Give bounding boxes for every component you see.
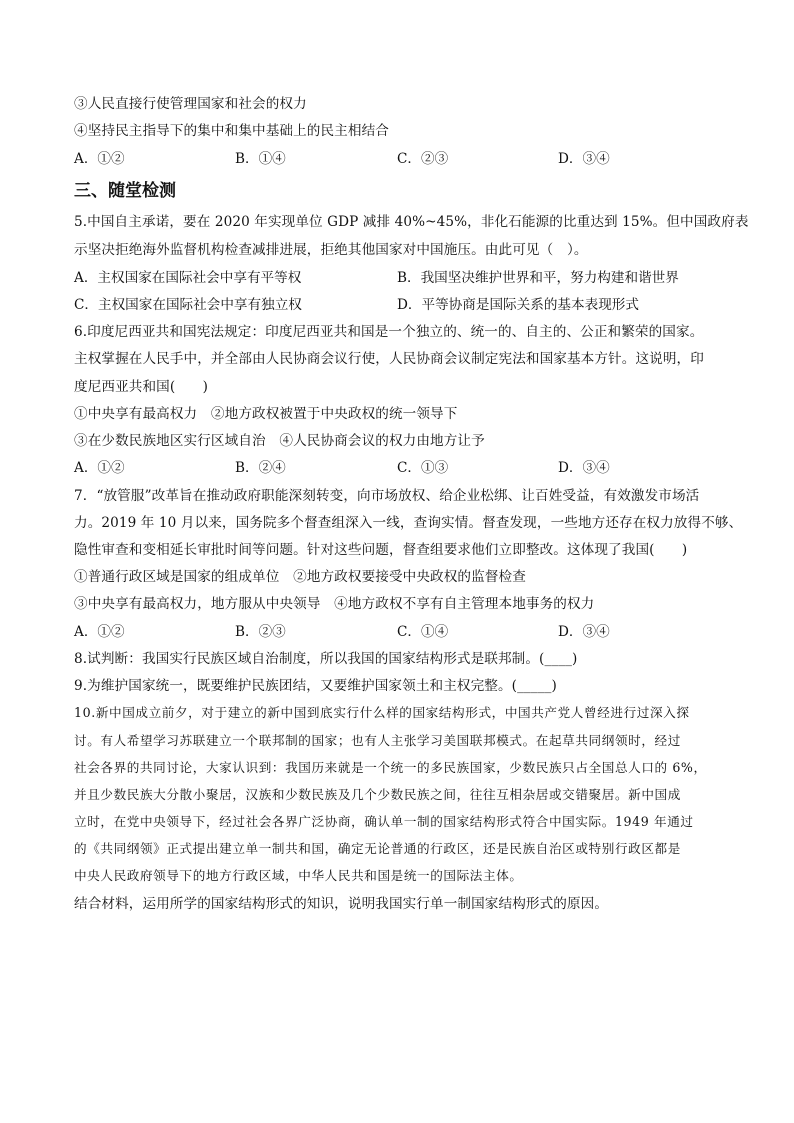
- question-10-material: 讨。有人希望学习苏联建立一个联邦制的国家；也有人主张学习美国联邦模式。在起草共同纲领时，经过: [74, 733, 681, 748]
- question-7-stem: 隐性审查和变相延长审批时间等问题。针对这些问题，督查组要求他们立即整改。这体现了我国( ): [74, 542, 688, 558]
- question-option-line: ④坚持民主指导下的集中和集中基础上的民主相结合: [74, 123, 389, 139]
- question-10-material: 立时，在党中央领导下，经过社会各界广泛协商，确认单一制的国家结构形式符合中国实际。1949 年通过: [74, 814, 694, 829]
- choice-a: A．①②: [74, 460, 125, 476]
- question-10-material: 的《共同纲领》正式提出建立单一制共和国，确定无论普通的行政区，还是民族自治区或特别行政区都是: [74, 841, 681, 856]
- choice-a: A．①②: [74, 624, 125, 640]
- choice-b: B．②④: [235, 460, 286, 476]
- question-10-material: 10.新中国成立前夕，对于建立的新中国到底实行什么样的国家结构形式，中国共产党人曾经进行过深入探: [74, 705, 690, 720]
- choice-b: B．①④: [235, 151, 286, 167]
- choice-b: B．我国坚决维护世界和平，努力构建和谐世界: [397, 270, 679, 286]
- question-7-statement: ①普通行政区域是国家的组成单位 ②地方政权要接受中央政权的监督检查: [74, 569, 526, 585]
- question-7-statement: ③中央享有最高权力，地方服从中央领导 ④地方政权不享有自主管理本地事务的权力: [74, 596, 595, 612]
- section-heading: 三、随堂检测: [74, 181, 176, 201]
- question-9: 9.为维护国家统一，既要维护民族团结，又要维护国家领土和主权完整。(_____): [74, 678, 557, 694]
- choice-d: D．③④: [558, 460, 610, 476]
- choice-c: C．主权国家在国际社会中享有独立权: [74, 297, 302, 313]
- question-7-stem: 7．“放管服”改革旨在推动政府职能深刻转变，向市场放权、给企业松绑、让百姓受益，有效激发市场活: [74, 488, 700, 504]
- question-10-material: 中央人民政府领导下的地方行政区域，中华人民共和国是统一的国际法主体。: [74, 868, 523, 883]
- question-10-material: 社会各界的共同讨论，大家认识到：我国历来就是一个统一的多民族国家，少数民族只占全国总人口的 6%，: [74, 760, 707, 775]
- choice-c: C．①④: [397, 624, 449, 640]
- question-6-stem: 度尼西亚共和国( ): [74, 379, 209, 395]
- choice-d: D．③④: [558, 151, 610, 167]
- choice-b: B．②③: [235, 624, 286, 640]
- question-option-line: ③人民直接行使管理国家和社会的权力: [74, 96, 307, 112]
- choice-c: C．②③: [397, 151, 449, 167]
- question-6-statement: ①中央享有最高权力 ②地方政权被置于中央政权的统一领导下: [74, 406, 458, 422]
- question-6-stem: 主权掌握在人民手中，并全部由人民协商会议行使，人民协商会议制定宪法和国家基本方针。这说明，印: [74, 351, 704, 367]
- question-10-material: 并且少数民族大分散小聚居，汉族和少数民族及几个少数民族之间，往往互相杂居或交错聚居。新中国成: [74, 787, 681, 802]
- question-5-stem: 示坚决拒绝海外监督机构检查减排进展，拒绝其他国家对中国施压。由此可见（ ）。: [74, 242, 588, 258]
- question-6-statement: ③在少数民族地区实行区域自治 ④人民协商会议的权力由地方让予: [74, 433, 485, 449]
- question-10-prompt: 结合材料，运用所学的国家结构形式的知识，说明我国实行单一制国家结构形式的原因。: [74, 896, 609, 912]
- question-6-stem: 6.印度尼西亚共和国宪法规定：印度尼西亚共和国是一个独立的、统一的、自主的、公正和繁荣的国家。: [74, 324, 704, 340]
- choice-c: C．①③: [397, 460, 449, 476]
- choice-d: D．③④: [558, 624, 610, 640]
- choice-a: A．①②: [74, 151, 125, 167]
- choice-a: A．主权国家在国际社会中享有平等权: [74, 270, 302, 286]
- question-7-stem: 力。2019 年 10 月以来，国务院多个督查组深入一线，查询实情。督查发现，一些地方还存在权力放得不够、: [74, 515, 743, 531]
- choice-d: D．平等协商是国际关系的基本表现形式: [397, 297, 639, 313]
- question-5-stem: 5.中国自主承诺，要在 2020 年实现单位 GDP 减排 40%~45%，非化石能源的比重达到 15%。但中国政府表: [74, 214, 749, 230]
- question-8: 8.试判断：我国实行民族区域自治制度，所以我国的国家结构形式是联邦制。(____): [74, 651, 578, 667]
